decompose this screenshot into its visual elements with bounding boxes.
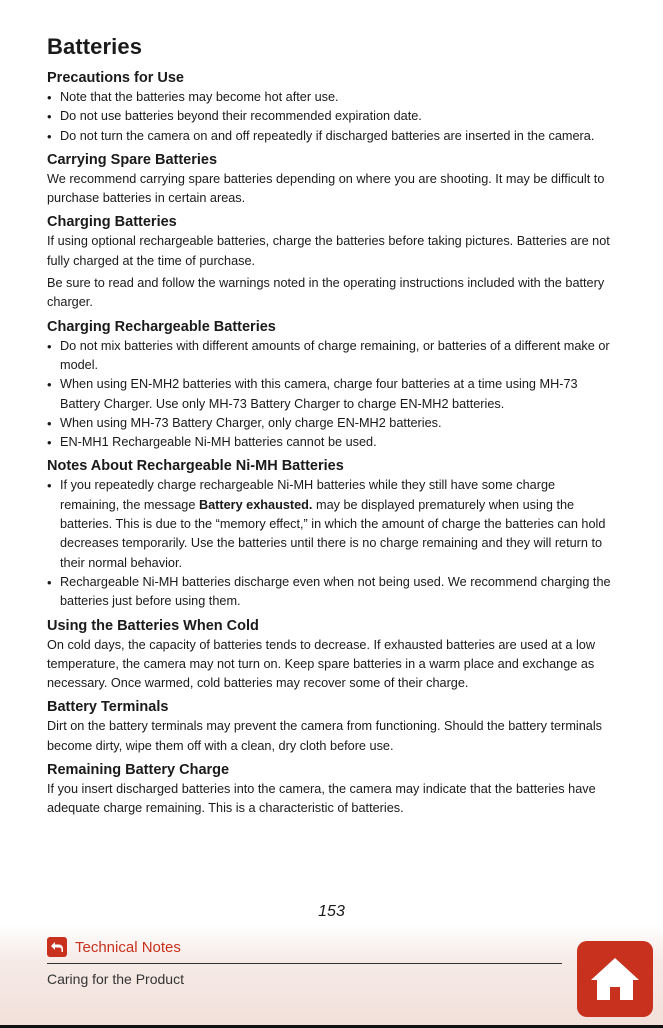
message-battery-exhausted: Battery exhausted. <box>198 497 313 512</box>
section-charging-rechargeable <box>47 319 617 453</box>
home-icon <box>587 954 643 1004</box>
list-item: • When using EN-MH2 batteries with this camera, charge four batteries at a time using MH-73 Battery Charger. Use only MH-73 Battery Charger to charge EN-MH2 batteries. <box>47 375 617 414</box>
section-charging-batteries <box>47 214 617 312</box>
section-heading: Precautions for Use <box>47 70 184 86</box>
page-title: Batteries <box>47 34 143 59</box>
paragraph: Dirt on the battery terminals may prevent the camera from functioning. Should the battery terminals become dirty, wipe them off with a clean, dry cloth before use. <box>47 719 602 753</box>
section-heading: Charging Batteries <box>47 214 177 231</box>
page-number: 153 <box>318 903 345 920</box>
list-item: • Note that the batteries may become hot after use. <box>47 88 617 107</box>
paragraph: If you insert discharged batteries into the camera, the camera may indicate that the batteries have adequate charge remaining. This is a characteristic of batteries. <box>47 782 596 816</box>
section-heading: Using the Batteries When Cold <box>47 617 259 634</box>
section-heading: Notes About Rechargeable Ni-MH Batteries <box>47 458 344 475</box>
section-terminals <box>47 699 617 756</box>
paragraph: If using optional rechargeable batteries, charge the batteries before taking pictures. Batteries are not fully charged at the time of purchase. <box>47 234 610 268</box>
list-item: • When using MH-73 Battery Charger, only charge EN-MH2 batteries. <box>47 414 617 433</box>
footer-nav <box>47 937 562 987</box>
section-heading: Carrying Spare Batteries <box>47 151 218 168</box>
list-item: • Rechargeable Ni-MH batteries discharge even when not being used. We recommend charging the batteries just before using them. <box>47 573 617 612</box>
list-item <box>47 476 617 572</box>
list-item: • Do not use batteries beyond their recommended expiration date. <box>47 107 617 126</box>
technical-notes-label: Technical Notes <box>75 938 181 956</box>
section-carrying-spare <box>47 152 617 209</box>
paragraph: We recommend carrying spare batteries depending on where you are shooting. It may be difficult to purchase batteries in certain areas. <box>47 171 605 206</box>
back-arrow-icon <box>47 937 67 957</box>
bullet-list <box>47 88 617 146</box>
text-run: If you repeatedly charge rechargeable Ni-MH batteries while they still have some charge remaining, the message <box>60 478 556 512</box>
bullet-list <box>47 337 617 453</box>
footer-divider <box>47 963 562 964</box>
section-precautions <box>47 70 617 146</box>
page-content <box>47 34 617 825</box>
section-heading: Battery Terminals <box>47 699 169 716</box>
paragraph: Be sure to read and follow the warnings noted in the operating instructions included with the battery charger. <box>47 276 605 310</box>
technical-notes-link[interactable] <box>47 937 562 957</box>
text-run: may be displayed prematurely when using the batteries. This is due to the “memory effect,” in which the amount of charge the batteries can hold decreases temporarily. Use the batteries until there is no charge remaining and they will return to their normal behavior. <box>60 497 606 570</box>
section-cold <box>47 618 617 694</box>
section-heading: Remaining Battery Charge <box>47 762 230 779</box>
list-item: • EN-MH1 Rechargeable Ni-MH batteries cannot be used. <box>47 433 617 452</box>
section-heading: Charging Rechargeable Batteries <box>47 318 276 335</box>
paragraph: On cold days, the capacity of batteries tends to decrease. If exhausted batteries are used at a low temperature, the camera may not turn on. Keep spare batteries in a warm place and exchange as necessary. Once warmed, cold batteries may recover some of their charge. <box>47 637 595 691</box>
bullet-list <box>47 476 617 611</box>
home-button[interactable] <box>577 941 653 1017</box>
section-remaining-charge <box>47 762 617 819</box>
section-nimh-notes <box>47 458 617 611</box>
list-item: • Do not mix batteries with different amounts of charge remaining, or batteries of a different make or model. <box>47 337 617 376</box>
list-item: • Do not turn the camera on and off repeatedly if discharged batteries are inserted in the camera. <box>47 127 617 146</box>
footer-subtitle: Caring for the Product <box>47 971 184 987</box>
